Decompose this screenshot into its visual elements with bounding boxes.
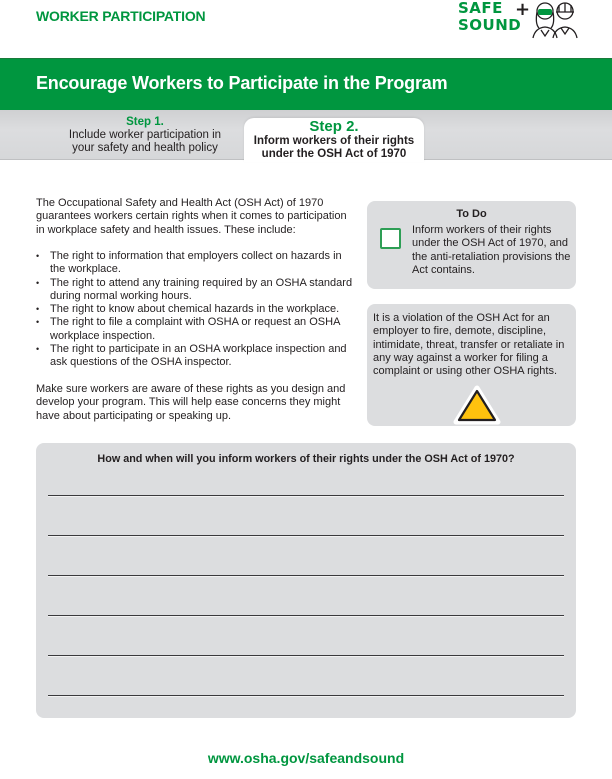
- answer-line-5[interactable]: [48, 655, 564, 657]
- answer-line-4[interactable]: [48, 615, 564, 617]
- logo-text: [458, 0, 521, 34]
- step-2-description-line1: Inform workers of their rights: [253, 135, 415, 147]
- answer-line-3[interactable]: [48, 575, 564, 577]
- warning-panel: [367, 304, 576, 426]
- logo-line-safe: SAFE: [458, 0, 503, 17]
- step-1-number: Step 1.: [126, 116, 164, 128]
- page-title: Encourage Workers to Participate in the Program: [36, 73, 448, 93]
- safe-and-sound-logo: [458, 0, 608, 40]
- rights-list-item: • The right to attend any training required by an OSHA standard during normal working hours.: [36, 277, 356, 304]
- warning-triangle-icon: [453, 385, 501, 425]
- todo-panel: [367, 201, 576, 289]
- todo-checkbox[interactable]: [380, 228, 401, 249]
- answer-panel: [36, 443, 576, 718]
- todo-text: Inform workers of their rights under the OSH Act of 1970, and the anti-retaliation provisions the Act contains.: [412, 224, 571, 276]
- closing-paragraph: Make sure workers are aware of these rights as you design and develop your program. This will help ease concerns they might have about participating or speaking up.: [36, 383, 346, 422]
- step-2-description-line2: under the OSH Act of 1970: [261, 148, 407, 160]
- todo-title: To Do: [456, 208, 487, 220]
- answer-line-6[interactable]: [48, 695, 564, 697]
- title-banner: [0, 58, 612, 110]
- step-2-number: Step 2.: [309, 118, 359, 135]
- step-1-tab[interactable]: [55, 116, 235, 155]
- rights-list-item: • The right to file a complaint with OSHA or request an OSHA workplace inspection.: [36, 316, 356, 343]
- rights-list: [36, 250, 356, 370]
- rights-list-item: • The right to know about chemical hazards in the workplace.: [36, 303, 356, 316]
- warning-text: It is a violation of the OSH Act for an employer to fire, demote, discipline, intimidate, threat, transfer or retaliate in any way against a worker for filing a complaint or using other OSHA rights.: [373, 312, 565, 378]
- rights-list-item: • The right to information that employers collect on hazards in the workplace.: [36, 250, 356, 277]
- answer-line-1[interactable]: [48, 495, 564, 497]
- workers-people-icon: [531, 0, 607, 40]
- logo-line-sound: SOUND: [458, 16, 522, 34]
- logo-plus: +: [515, 0, 531, 20]
- step-2-tab-active[interactable]: [244, 118, 424, 162]
- step-1-description-line1: Include worker participation in: [68, 129, 222, 141]
- answer-line-2[interactable]: [48, 535, 564, 537]
- section-label: WORKER PARTICIPATION: [36, 8, 206, 24]
- rights-list-item: • The right to participate in an OSHA workplace inspection and ask questions of the OSHA inspector.: [36, 343, 356, 370]
- intro-paragraph: The Occupational Safety and Health Act (OSH Act) of 1970 guarantees workers certain rights when it comes to participation in workplace safety and health issues. These include:: [36, 197, 347, 236]
- answer-question: How and when will you inform workers of their rights under the OSH Act of 1970?: [97, 453, 515, 465]
- footer-url-link[interactable]: www.osha.gov/safeandsound: [207, 750, 405, 766]
- step-1-description-line2: your safety and health policy: [72, 142, 218, 154]
